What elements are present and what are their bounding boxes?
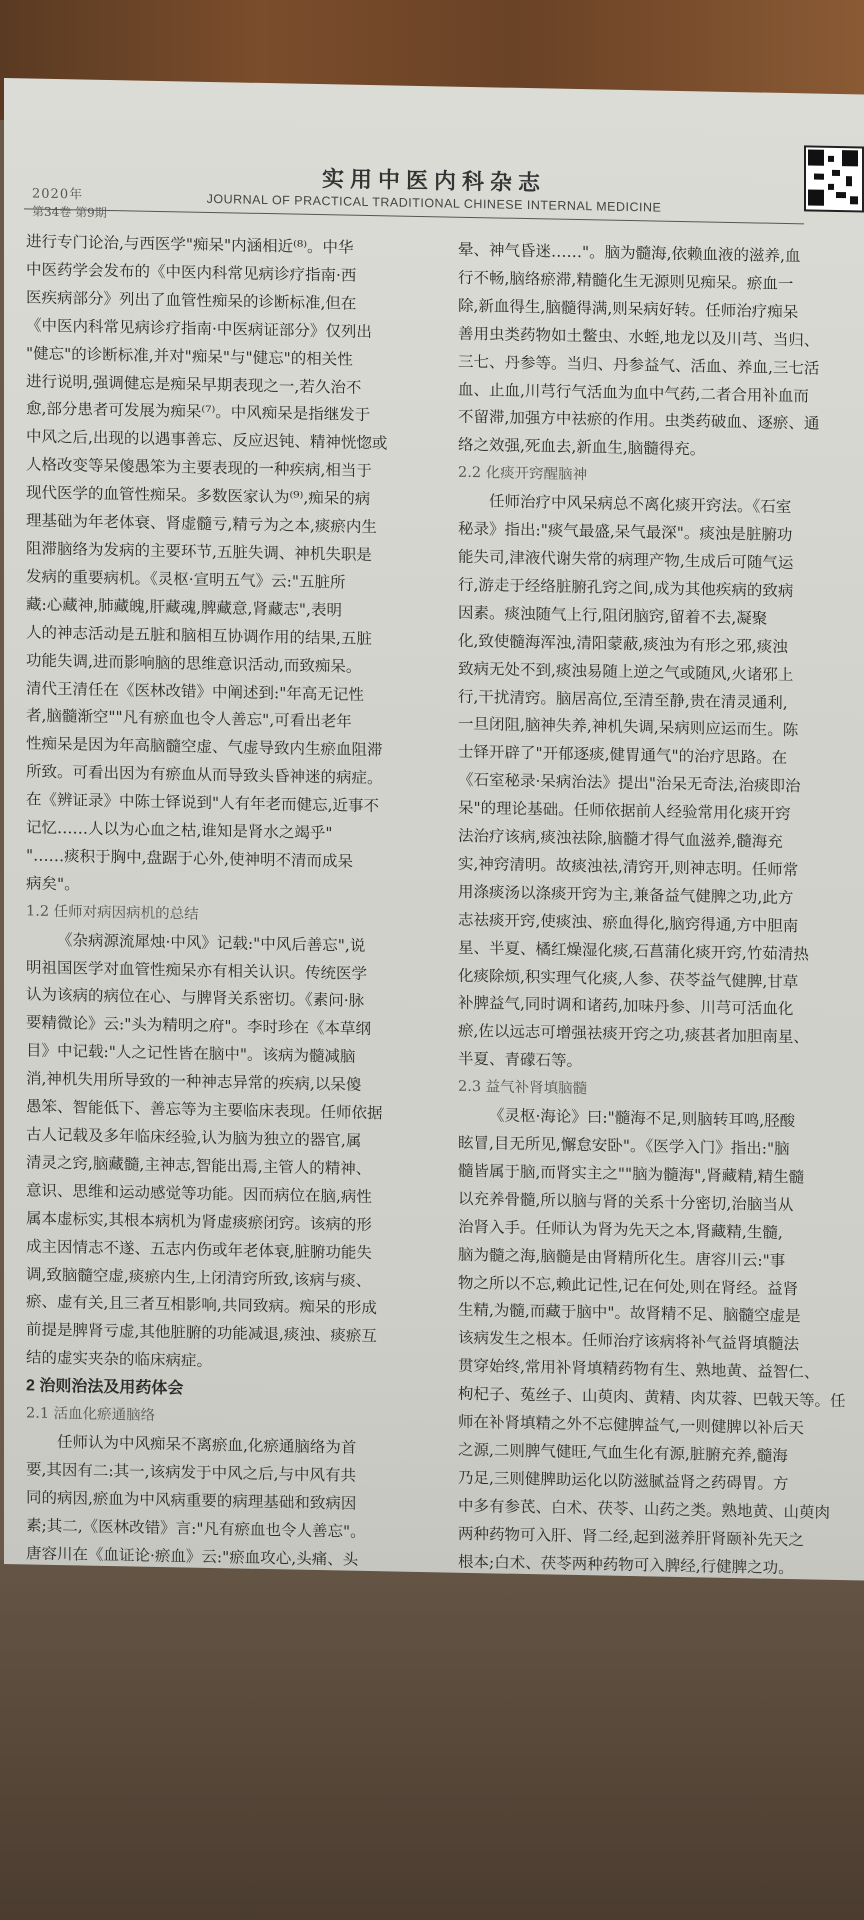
text-line: 化,致使髓海浑浊,清阳蒙蔽,痰浊为有形之邪,痰浊: [458, 631, 788, 656]
text-line: 一旦闭阻,脑神失养,神机失调,呆病则应运而生。陈: [458, 715, 799, 740]
text-line: 瘀,佐以远志可增强祛痰开窍之功,痰甚者加胆南星、: [458, 1022, 809, 1047]
text-line: 物之所以不忘,赖此记性,记在何处,则在肾经。益肾: [458, 1273, 799, 1298]
text-line: 意识、思维和运动感觉等功能。因而病位在脑,病性: [26, 1181, 372, 1206]
text-line: 《灵枢·海论》曰:"髓海不足,则脑转耳鸣,胫酸: [489, 1106, 796, 1131]
journal-page: [4, 78, 864, 1581]
text-line: 《石室秘录·呆病治法》提出"治呆无奇法,治痰即治: [458, 770, 801, 796]
text-line: 乃足,三则健脾助运化以防滋腻益肾之药碍胃。方: [458, 1468, 789, 1493]
journal-title-cn: 实用中医内科杂志: [321, 166, 546, 197]
text-line: 《中医内科常见病诊疗指南·中医病证部分》仅列出: [26, 316, 372, 341]
qr-code-icon: [804, 145, 864, 212]
text-line: 星、半夏、橘红燥湿化痰,石菖蒲化痰开窍,竹茹清热: [458, 938, 809, 964]
text-line: 病矣"。: [26, 874, 80, 894]
text-line: 师在补肾填精之外不忘健脾益气,一则健脾以补后天: [458, 1412, 804, 1438]
journal-title-en: JOURNAL OF PRACTICAL TRADITIONAL CHINESE INTERNAL MEDICINE: [206, 191, 662, 215]
text-line: 之源,二则脾气健旺,气血生化有源,脏腑充养,髓海: [458, 1440, 788, 1466]
text-line: 呆"的理论基础。任师依据前人经验常用化痰开窍: [458, 798, 791, 824]
text-line: 发病的重要病机。《灵枢·宣明五气》云:"五脏所: [26, 567, 346, 592]
text-line: 法治疗该病,痰浊祛除,脑髓才得气血滋养,髓海充: [458, 826, 783, 851]
text-line: 前提是脾肾亏虚,其他脏腑的功能减退,痰浊、痰瘀互: [26, 1320, 377, 1346]
text-line: 愚笨、智能低下、善忘等为主要临床表现。任师依据: [26, 1097, 383, 1123]
text-line: 脑为髓之海,脑髓是由肾精所化生。唐容川云:"事: [458, 1245, 786, 1270]
text-line: 两种药物可入肝、肾二经,起到滋养肝肾颐补先天之: [458, 1524, 804, 1550]
text-line: 中风之后,出现的以遇事善忘、反应迟钝、精神恍惚或: [26, 427, 388, 453]
text-line: 化痰除烦,积实理气化痰,人参、茯苓益气健脾,甘草: [458, 966, 799, 991]
text-line: 人的神志活动是五脏和脑相互协调作用的结果,五脏: [26, 623, 372, 648]
text-line: 所致。可看出因为有瘀血从而导致头昏神迷的病症。: [26, 762, 383, 788]
text-line: 明祖国医学对血管性痴呆亦有相关认识。传统医学: [26, 957, 368, 983]
text-line: 清灵之窍,脑藏髓,主神志,智能出焉,主管人的精神、: [26, 1153, 372, 1178]
text-line: 消,神机失用所导致的一种神志异常的疾病,以呆傻: [26, 1069, 362, 1095]
text-line: 人格改变等呆傻愚笨为主要表现的一种疾病,相当于: [26, 455, 372, 481]
text-line: 能失司,津液代谢失常的病理产物,生成后可随气运: [458, 547, 794, 573]
text-line: 阻滞脑络为发病的主要环节,五脏失调、神机失职是: [26, 539, 372, 565]
text-line: 功能失调,进而影响脑的思维意识活动,而致痴呆。: [26, 651, 362, 676]
text-line: 血、止血,川芎行气活血为血中气药,二者合用补血而: [458, 380, 809, 405]
section-heading: 2 治则治法及用药体会: [26, 1377, 184, 1398]
text-line: 实,神窍清明。故痰浊祛,清窍开,则神志明。任师常: [458, 854, 799, 880]
text-line: 医疾病部分》列出了血管性痴呆的诊断标准,但在: [26, 288, 357, 313]
text-line: 用涤痰汤以涤痰开窍为主,兼备益气健脾之功,此方: [458, 882, 794, 908]
text-line: 士铎开辟了"开郁逐痰,健胃通气"的治疗思路。在: [458, 743, 788, 768]
section-heading: 1.2 任师对病因病机的总结: [26, 903, 199, 923]
text-line: 《杂病源流犀烛·中风》记载:"中风后善忘",说: [57, 930, 366, 955]
text-line: 行,干扰清窍。脑居高位,至清至静,贵在清灵通利,: [458, 687, 788, 712]
text-line: 贯穿始终,常用补肾填精药物有生、熟地黄、益智仁、: [458, 1356, 820, 1382]
text-line: 进行说明,强调健忘是痴呆早期表现之一,若久治不: [26, 371, 362, 397]
text-line: 致病无处不到,痰浊易随上逆之气或随风,火诸邪上: [458, 659, 794, 684]
text-line: 要精微论》云:"头为精明之府"。李时珍在《本草纲: [26, 1013, 371, 1039]
text-line: 善用虫类药物如土鳖虫、水蛭,地龙以及川芎、当归、: [458, 324, 820, 350]
text-line: 三七、丹参等。当归、丹参益气、活血、养血,三七活: [458, 352, 820, 378]
text-line: 性痴呆是因为年高脑髓空虚、气虚导致内生瘀血阻滞: [26, 734, 383, 760]
text-line: 不留滞,加强方中祛瘀的作用。虫类药破血、逐瘀、通: [458, 408, 820, 434]
text-line: 在《辨证录》中陈士铎说到"人有年老而健忘,近事不: [26, 790, 380, 816]
text-line: 以充养骨髓,所以脑与肾的关系十分密切,治脑当从: [458, 1189, 794, 1214]
text-line: 成主因情志不遂、五志内伤或年老体衰,脏腑功能失: [26, 1237, 372, 1262]
section-heading: 2.1 活血化瘀通脑络: [26, 1405, 156, 1424]
text-line: 认为该病的病位在心、与脾肾关系密切。《素问·脉: [26, 985, 365, 1011]
text-line: 补脾益气,同时调和诸药,加味丹参、川芎可活血化: [458, 994, 794, 1019]
text-line: 除,新血得生,脑髓得满,则呆病好转。任师治疗痴呆: [458, 296, 799, 322]
text-line: 理基础为年老体衰、肾虚髓亏,精亏为之本,痰瘀内生: [26, 511, 377, 537]
text-line: 属本虚标实,其根本病机为肾虚痰瘀闭窍。该病的形: [26, 1209, 372, 1234]
text-line: 要,其因有二:其一,该病发于中风之后,与中风有共: [26, 1460, 357, 1485]
text-line: 同的病因,瘀血为中风病重要的病理基础和致病因: [26, 1488, 357, 1513]
text-line: 半夏、青礞石等。: [458, 1049, 583, 1071]
header-volume: 第34卷 第9期: [32, 204, 107, 220]
text-line: 中医药学会发布的《中医内科常见病诊疗指南·西: [26, 260, 357, 285]
text-line: "……痰积于胸中,盘踞于心外,使神明不清而成呆: [26, 846, 353, 871]
text-line: 志祛痰开窍,使痰浊、瘀血得化,脑窍得通,方中胆南: [458, 910, 799, 936]
text-line: 古人记载及多年临床经验,认为脑为独立的器官,属: [26, 1125, 362, 1150]
text-line: 结的虚实夹杂的临床病症。: [26, 1348, 213, 1371]
text-line: 唐容川在《血证论·瘀血》云:"瘀血攻心,头痛、头: [26, 1544, 359, 1569]
text-line: 中多有参芪、白术、茯苓、山药之类。熟地黄、山萸肉: [458, 1496, 831, 1522]
right-text-column: [458, 237, 864, 1581]
text-line: 记忆……人以为心血之枯,谁知是肾水之竭乎": [26, 818, 333, 843]
text-line: 清代王清任在《医林改错》中阐述到:"年高无记性: [26, 678, 364, 704]
text-line: 治肾入手。任师认为肾为先天之本,肾藏精,生髓,: [458, 1217, 783, 1242]
text-line: 行,游走于经络脏腑孔窍之间,成为其他疾病的致病: [458, 575, 794, 601]
text-line: 行不畅,脑络瘀滞,精髓化生无源则见痴呆。瘀血一: [458, 268, 794, 294]
text-line: 根本;白术、茯苓两种药物可入脾经,行健脾之功。: [458, 1552, 794, 1577]
text-line: 络之效强,死血去,新血生,脑髓得充。: [458, 436, 706, 459]
text-line: 眩冒,目无所见,懈怠安卧"。《医学入门》指出:"脑: [458, 1133, 790, 1159]
section-heading: 2.2 化痰开窍醒脑神: [458, 464, 588, 484]
text-line: 该病发生之根本。任师治疗该病将补气益肾填髓法: [458, 1329, 800, 1354]
text-line: 秘录》指出:"痰气最盛,呆气最深"。痰浊是脏腑功: [458, 519, 793, 545]
text-line: 进行专门论治,与西医学"痴呆"内涵相近⁽⁸⁾。中华: [26, 232, 354, 257]
text-line: 素;其二,《医林改错》言:"凡有瘀血也令人善忘"。: [26, 1516, 366, 1541]
text-line: 藏:心藏神,肺藏魄,肝藏魂,脾藏意,肾藏志",表明: [26, 595, 342, 620]
text-line: 枸杞子、菟丝子、山萸肉、黄精、肉苁蓉、巴戟天等。任: [458, 1384, 846, 1411]
text-line: 任师治疗中风呆病总不离化痰开窍法。《石室: [489, 492, 792, 517]
text-line: 现代医学的血管性痴呆。多数医家认为⁽⁹⁾,痴呆的病: [26, 483, 371, 509]
text-line: 晕、神气昏迷……"。脑为髓海,依赖血液的滋养,血: [458, 240, 801, 266]
text-line: 髓皆属于脑,而肾实主之""脑为髓海",肾藏精,精生髓: [458, 1161, 805, 1187]
text-line: 任师认为中风痴呆不离瘀血,化瘀通脑络为首: [57, 1432, 357, 1457]
text-line: 瘀、虚有关,且三者互相影响,共同致病。痴呆的形成: [26, 1292, 377, 1318]
text-line: 者,脑髓渐空""凡有瘀血也令人善忘",可看出老年: [26, 706, 352, 732]
left-text-column: [26, 228, 436, 1575]
text-line: 因素。痰浊随气上行,阻闭脑窍,留着不去,凝聚: [458, 603, 768, 628]
header-year: 2020年: [32, 186, 84, 203]
background-wood-bottom: [0, 1560, 864, 1920]
text-line: 目》中记载:"人之记性皆在脑中"。该病为髓减脑: [26, 1041, 356, 1067]
section-heading: 2.3 益气补肾填脑髓: [458, 1078, 588, 1098]
text-line: 生精,为髓,而藏于脑中"。故肾精不足、脑髓空虚是: [458, 1301, 801, 1326]
text-line: 愈,部分患者可发展为痴呆⁽⁷⁾。中风痴呆是指继发于: [26, 399, 371, 425]
text-line: 调,致脑髓空虚,痰瘀内生,上闭清窍所致,该病与痰、: [26, 1264, 372, 1290]
text-line: "健忘"的诊断标准,并对"痴呆"与"健忘"的相关性: [26, 344, 353, 369]
